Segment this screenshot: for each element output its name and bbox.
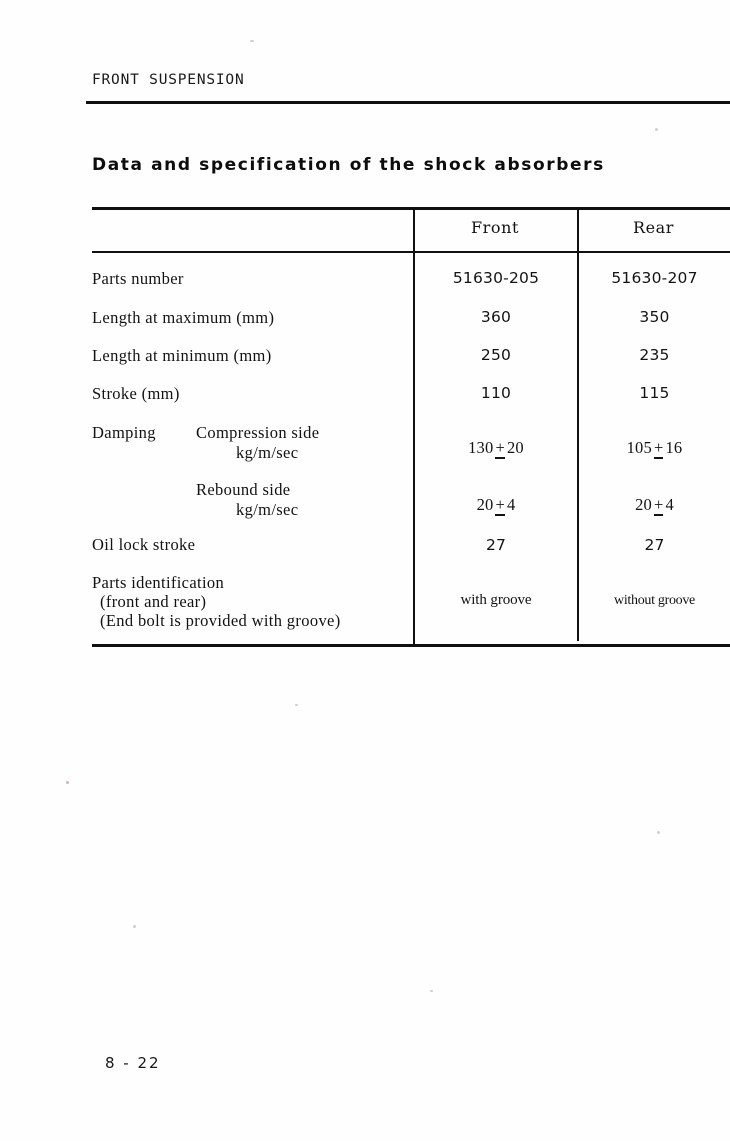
scan-speckle <box>133 925 136 928</box>
row-label-parts-number: Parts number <box>92 269 184 288</box>
row-unit-compression-side: kg/m/sec <box>236 443 299 462</box>
value-damping-compression-front: 130 <box>468 438 494 457</box>
value-damping-rebound-front: 20 <box>476 495 494 514</box>
cell-parts-number-front: 51630-205 <box>452 269 540 287</box>
tolerance-damping-compression-front: 20 <box>506 438 524 457</box>
scan-speckle <box>430 990 433 992</box>
row-label-oil-lock-stroke: Oil lock stroke <box>92 535 196 554</box>
cell-parts-identification-rear: without groove <box>614 593 695 608</box>
cell-parts-number-rear: 51630-207 <box>611 269 698 287</box>
cell-oil-lock-stroke-rear: 27 <box>644 536 665 554</box>
tolerance-damping-rebound-rear: 4 <box>665 495 674 514</box>
value-damping-compression-rear: 105 <box>626 438 652 457</box>
scan-speckle <box>655 128 658 131</box>
plus-minus-icon: + <box>653 495 664 514</box>
cell-damping-compression-rear <box>579 438 730 458</box>
tolerance-damping-rebound-front: 4 <box>506 495 516 514</box>
table-header-rule <box>92 251 730 253</box>
plus-minus-icon: + <box>495 438 505 457</box>
cell-stroke-rear: 115 <box>639 384 670 402</box>
cell-damping-rebound-rear <box>579 495 730 515</box>
row-label-parts-identification-line2: (front and rear) <box>100 592 207 611</box>
cell-parts-identification-front: with groove <box>460 592 532 608</box>
row-label-parts-identification: Parts identification <box>92 573 225 592</box>
table-top-rule <box>92 207 730 210</box>
scan-speckle <box>250 40 254 42</box>
row-label-length-max: Length at maximum (mm) <box>92 308 275 327</box>
scan-speckle <box>657 831 660 834</box>
cell-length-max-rear: 350 <box>639 308 670 326</box>
section-title: Data and specification of the shock absorbers <box>92 155 605 175</box>
row-label-damping: Damping <box>92 423 156 442</box>
cell-stroke-front: 110 <box>480 384 512 402</box>
row-unit-rebound-side: kg/m/sec <box>236 500 299 519</box>
scan-speckle <box>295 704 298 706</box>
cell-damping-rebound-front <box>415 495 577 515</box>
plus-minus-icon: + <box>495 495 505 514</box>
value-damping-rebound-rear: 20 <box>635 495 652 514</box>
column-header-rear: Rear <box>632 218 675 237</box>
plus-minus-icon: + <box>653 438 664 457</box>
cell-oil-lock-stroke-front: 27 <box>485 536 507 554</box>
column-header-front: Front <box>470 218 520 237</box>
cell-length-min-front: 250 <box>480 346 512 364</box>
cell-damping-compression-front <box>415 438 577 458</box>
running-head: FRONT SUSPENSION <box>92 72 245 88</box>
row-label-compression-side: Compression side <box>196 423 320 442</box>
table-bottom-rule <box>92 644 730 647</box>
scan-speckle <box>66 781 69 784</box>
row-label-rebound-side: Rebound side <box>196 480 291 499</box>
row-label-stroke: Stroke (mm) <box>92 384 180 403</box>
header-rule <box>86 101 730 104</box>
cell-length-min-rear: 235 <box>639 346 670 364</box>
cell-length-max-front: 360 <box>480 308 512 326</box>
tolerance-damping-compression-rear: 16 <box>665 438 683 457</box>
row-label-parts-identification-line3: (End bolt is provided with groove) <box>100 611 341 630</box>
page-number: 8 - 22 <box>105 1054 161 1072</box>
row-label-length-min: Length at minimum (mm) <box>92 346 272 365</box>
